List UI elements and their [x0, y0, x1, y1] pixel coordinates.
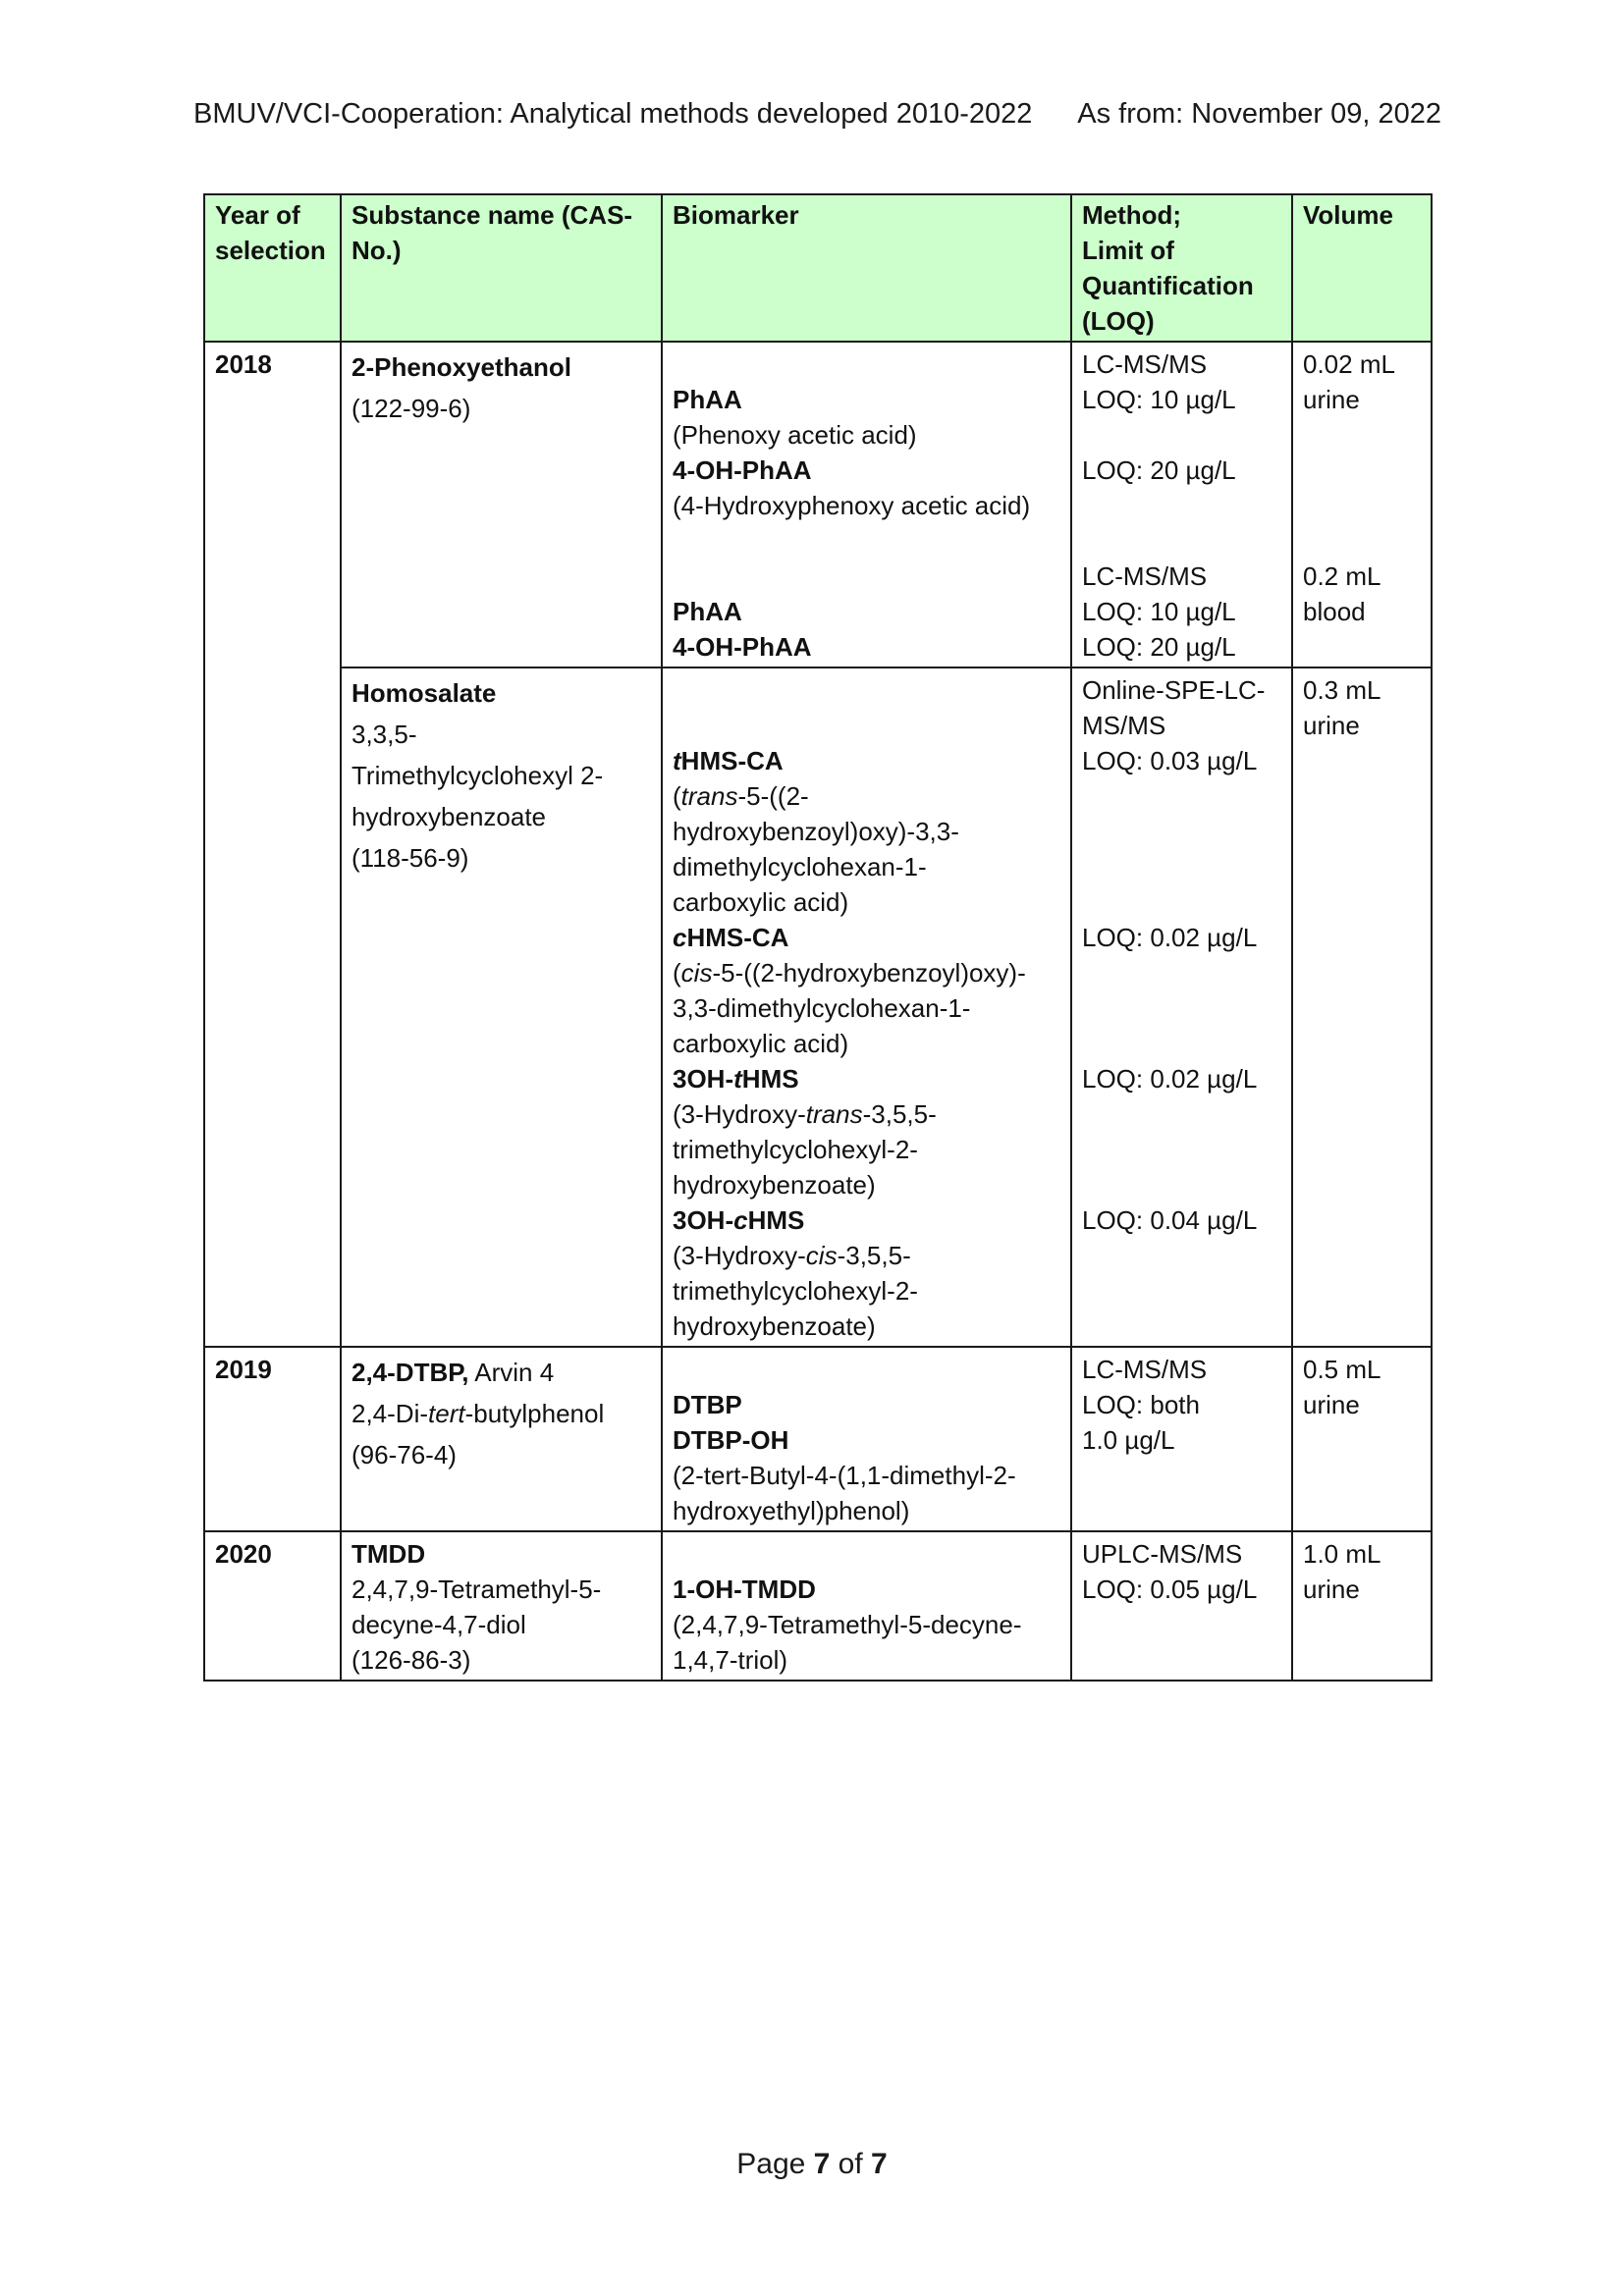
volume-amount: 0.2 mL — [1303, 561, 1381, 591]
biomarker-name: PhAA — [673, 385, 742, 414]
chemical-name: 2,4,7,9-Tetramethyl-5- — [352, 1575, 602, 1604]
volume-cell — [1292, 1347, 1432, 1531]
biomarker-name: DTBP — [673, 1390, 742, 1419]
chemical-name: decyne-4,7-diol — [352, 1610, 526, 1639]
cas-number: (96-76-4) — [352, 1440, 457, 1469]
loq-value: LOQ: 0.02 µg/L — [1082, 1064, 1258, 1094]
col-header-substance: Substance name (CAS-No.) — [341, 194, 662, 342]
volume-amount: 0.3 mL — [1303, 675, 1381, 705]
biomarker-desc: (4-Hydroxyphenoxy acetic acid) — [673, 491, 1031, 520]
cas-number: (122-99-6) — [352, 394, 471, 423]
volume-cell — [1292, 667, 1432, 1347]
methods-table — [203, 193, 1433, 1682]
table-row — [204, 1531, 1432, 1681]
method-cell — [1071, 667, 1292, 1347]
method-header-line: Limit of — [1082, 236, 1174, 265]
chemical-name: Trimethylcyclohexyl 2- — [352, 761, 604, 790]
volume-amount: 1.0 mL — [1303, 1539, 1381, 1569]
biomarker-desc: 1,4,7-triol) — [673, 1645, 788, 1675]
chemical-name: 2,4-Di-tert-butylphenol — [352, 1399, 605, 1428]
biomarker-desc: carboxylic acid) — [673, 1029, 849, 1058]
loq-value: LOQ: 0.03 µg/L — [1082, 746, 1258, 775]
biomarker-name: 3OH-tHMS — [673, 1064, 799, 1094]
biomarker-desc: hydroxyethyl)phenol) — [673, 1496, 910, 1525]
method-name: LC-MS/MS — [1082, 349, 1208, 379]
substance-name: TMDD — [352, 1539, 426, 1569]
volume-amount: 0.02 mL — [1303, 349, 1395, 379]
loq-value: LOQ: 0.02 µg/L — [1082, 923, 1258, 952]
loq-value: LOQ: 20 µg/L — [1082, 455, 1236, 485]
method-name: Online-SPE-LC- — [1082, 675, 1266, 705]
loq-value: LOQ: 0.05 µg/L — [1082, 1575, 1258, 1604]
biomarker-desc: 3,3-dimethylcyclohexan-1- — [673, 993, 971, 1023]
table-header-row — [204, 194, 1432, 342]
biomarker-desc: (cis-5-((2-hydroxybenzoyl)oxy)- — [673, 958, 1026, 988]
biomarker-desc: hydroxybenzoyl)oxy)-3,3- — [673, 817, 959, 846]
method-header-line: Method; — [1082, 200, 1182, 230]
method-name: UPLC-MS/MS — [1082, 1539, 1243, 1569]
header-title: BMUV/VCI-Cooperation: Analytical methods developed 2010-2022 — [193, 98, 1033, 130]
biomarker-desc: (2-tert-Butyl-4-(1,1-dimethyl-2- — [673, 1461, 1016, 1490]
biomarker-desc: (trans-5-((2- — [673, 781, 809, 811]
biomarker-name: cHMS-CA — [673, 923, 789, 952]
table-row — [204, 667, 1432, 1347]
biomarker-name: DTBP-OH — [673, 1425, 789, 1455]
biomarker-desc: hydroxybenzoate) — [673, 1311, 876, 1341]
table-row — [204, 342, 1432, 667]
volume-amount: 0.5 mL — [1303, 1355, 1381, 1384]
loq-value: 1.0 µg/L — [1082, 1425, 1175, 1455]
biomarker-desc: (3-Hydroxy-cis-3,5,5- — [673, 1241, 911, 1270]
table-row — [204, 1347, 1432, 1531]
volume-matrix: urine — [1303, 385, 1360, 414]
method-name: LC-MS/MS — [1082, 561, 1208, 591]
method-header-line: Quantification — [1082, 271, 1254, 300]
cas-number: (126-86-3) — [352, 1645, 471, 1675]
loq-value: LOQ: 10 µg/L — [1082, 597, 1236, 626]
substance-name: Homosalate — [352, 678, 497, 708]
method-header-line: (LOQ) — [1082, 306, 1155, 336]
biomarker-name: 1-OH-TMDD — [673, 1575, 816, 1604]
year-cell: 2018 — [204, 342, 341, 1347]
cas-number: (118-56-9) — [352, 843, 469, 873]
volume-cell — [1292, 342, 1432, 667]
biomarker-desc: hydroxybenzoate) — [673, 1170, 876, 1200]
biomarker-desc: (3-Hydroxy-trans-3,5,5- — [673, 1099, 937, 1129]
biomarker-cell — [662, 1347, 1071, 1531]
loq-value: LOQ: both — [1082, 1390, 1200, 1419]
method-cell — [1071, 342, 1292, 667]
volume-matrix: urine — [1303, 1390, 1360, 1419]
col-header-year: Year of selection — [204, 194, 341, 342]
loq-value: LOQ: 10 µg/L — [1082, 385, 1236, 414]
substance-cell — [341, 1347, 662, 1531]
substance-name: 2,4-DTBP, Arvin 4 — [352, 1358, 555, 1387]
method-name: LC-MS/MS — [1082, 1355, 1208, 1384]
biomarker-desc: trimethylcyclohexyl-2- — [673, 1135, 918, 1164]
year-cell: 2020 — [204, 1531, 341, 1681]
substance-name: 2-Phenoxyethanol — [352, 352, 571, 382]
header-date: As from: November 09, 2022 — [1077, 98, 1441, 130]
loq-value: LOQ: 20 µg/L — [1082, 632, 1236, 662]
biomarker-cell — [662, 667, 1071, 1347]
method-cell — [1071, 1531, 1292, 1681]
biomarker-desc: trimethylcyclohexyl-2- — [673, 1276, 918, 1306]
biomarker-desc: (Phenoxy acetic acid) — [673, 420, 917, 450]
biomarker-name: PhAA — [673, 597, 742, 626]
chemical-name: hydroxybenzoate — [352, 802, 547, 831]
col-header-biomarker: Biomarker — [662, 194, 1071, 342]
biomarker-name: 4-OH-PhAA — [673, 632, 812, 662]
biomarker-desc: (2,4,7,9-Tetramethyl-5-decyne- — [673, 1610, 1022, 1639]
loq-value: LOQ: 0.04 µg/L — [1082, 1205, 1258, 1235]
biomarker-name: 3OH-cHMS — [673, 1205, 805, 1235]
biomarker-cell — [662, 1531, 1071, 1681]
volume-cell — [1292, 1531, 1432, 1681]
substance-cell — [341, 1531, 662, 1681]
biomarker-desc: carboxylic acid) — [673, 887, 849, 917]
page-number: Page 7 of 7 — [736, 2148, 888, 2180]
substance-cell — [341, 667, 662, 1347]
substance-cell — [341, 342, 662, 667]
col-header-volume: Volume — [1292, 194, 1432, 342]
volume-matrix: urine — [1303, 711, 1360, 740]
chemical-name: 3,3,5- — [352, 720, 417, 749]
biomarker-name: 4-OH-PhAA — [673, 455, 812, 485]
method-cell — [1071, 1347, 1292, 1531]
biomarker-desc: dimethylcyclohexan-1- — [673, 852, 927, 881]
biomarker-cell — [662, 342, 1071, 667]
method-name: MS/MS — [1082, 711, 1166, 740]
volume-matrix: urine — [1303, 1575, 1360, 1604]
volume-matrix: blood — [1303, 597, 1366, 626]
col-header-method — [1071, 194, 1292, 342]
year-cell: 2019 — [204, 1347, 341, 1531]
biomarker-name: tHMS-CA — [673, 746, 784, 775]
